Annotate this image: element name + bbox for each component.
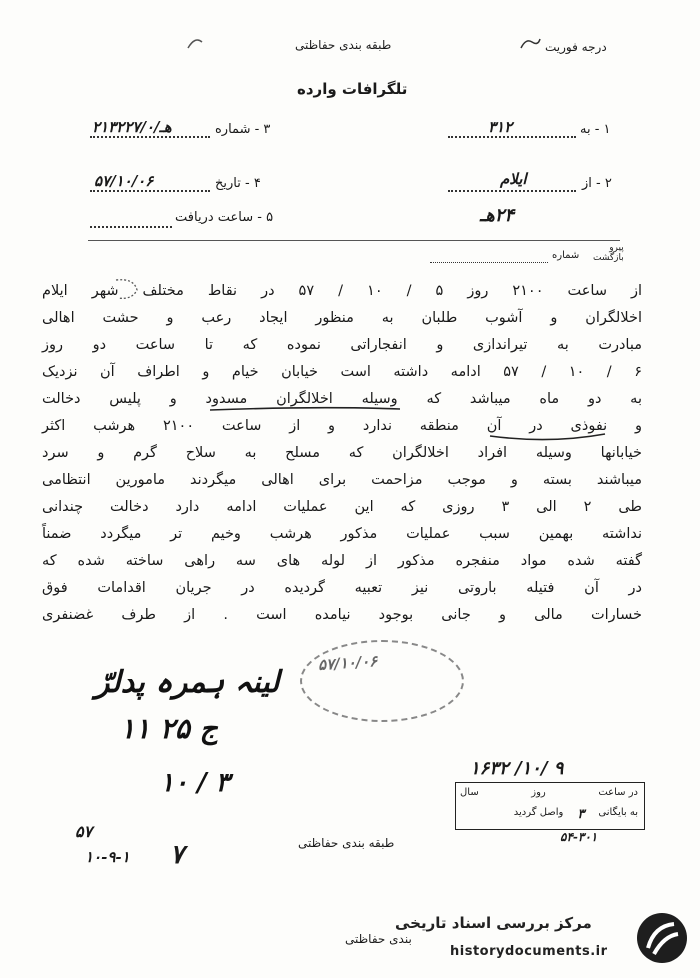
receipt-dotted-line <box>90 226 172 228</box>
watermark-logo-icon <box>634 910 690 966</box>
receipt-row2-b: ۳ <box>577 807 585 822</box>
priority-check-mark <box>518 36 544 58</box>
body-line-4: ۶ / ۱۰ / ۵۷ ادامه داشته است خیابان خیام و اطراف آن نزدیک <box>42 364 642 380</box>
classification-partial: بندی حفاظتی <box>345 932 412 946</box>
number-label: ۳ - شماره <box>215 122 271 137</box>
body-line-11: گفته شده مواد منفجره مذکور از لوله های سه راهی ساخته شده که <box>42 553 642 569</box>
body-line-12: در آن فتیله باروتی نیز تعبیه گردیده در جریان اقدامات فوق <box>42 580 642 596</box>
file-date: ۱۶۳۲ /۱۰/ ۹ <box>470 758 564 779</box>
from-label: ۲ - از <box>582 176 612 191</box>
priority-label: درجه فوریت <box>545 40 607 54</box>
body-line-9: طی ۲ الی ۳ روزی که این عملیات ادامه دارد دخالت چندانی <box>42 499 642 515</box>
reference-number-label: شماره <box>552 250 580 261</box>
date-label: ۴ - تاریخ <box>215 176 261 191</box>
handwritten-note-line2: ۱۱ ج ۲۵ <box>120 712 218 745</box>
body-line-6: و نفوذی در آن منطقه ندارد و از ساعت ۲۱۰۰ هرشب اکثر <box>42 418 642 434</box>
receipt-below-value: ۵۴-۳۰۱ <box>560 830 598 844</box>
corner-mark <box>185 34 205 54</box>
left-note-1: ۵۷ <box>75 822 93 841</box>
start-mark <box>112 276 142 302</box>
body-line-1: از ساعت ۲۱۰۰ روز ۵ / ۱۰ / ۵۷ در نقاط مختلف شهر ایلام <box>42 283 643 299</box>
body-line-3: مبادرت به تیراندازی و انفجاراتی نموده که تا ساعت دو روز <box>42 337 642 353</box>
handwritten-note-line3: ۱۰ / ۳ <box>160 768 230 798</box>
handwritten-note-line1: لینہ ہمرہ پدلرّ <box>95 665 280 700</box>
body-line-5: به دو ماه میباشد که وسیله اخلالگران مسدود و پلیس دخالت <box>42 391 642 407</box>
date-value: ۵۷/۱۰/۰۶ <box>94 172 154 190</box>
body-line-10: نداشته بهمین سبب عملیات مذکور هرشب وخیم تر میگردد ضمناً <box>42 526 642 542</box>
document-title: تلگرافات وارده <box>297 80 408 98</box>
body-line-8: میباشند بسته و موجب مزاحمت برای اهالی میگردند مامورین انتظامی <box>42 472 642 488</box>
receipt-row1-b: روز <box>531 787 546 798</box>
body-line-2: اخلالگران و آشوب طلبان به منظور ایجاد رعب و حشت اهالی <box>42 310 642 326</box>
body-line-13: خسارات مالی و جانی بوجود نیامده است . از طرف غضنفری <box>42 607 642 623</box>
left-note-2: ۱۰-۹-۱ <box>85 848 130 866</box>
body-line-7: خیابانها وسیله افراد اخلالگران که مسلح به سلاح گرم و سرد <box>42 445 642 461</box>
header-separator <box>88 240 620 241</box>
watermark-url: historydocuments.ir <box>450 944 608 959</box>
from-dotted-line <box>448 190 576 192</box>
receipt-row1-a: در ساعت <box>598 787 638 798</box>
from-value: ایلام <box>500 170 527 188</box>
to-dotted-line <box>448 136 576 138</box>
receipt-value: ۲۴هـ <box>480 205 515 226</box>
receipt-label: ۵ - ساعت دریافت <box>175 210 274 225</box>
handwritten-underline <box>200 404 620 444</box>
reference-dotted-line <box>430 262 548 263</box>
stamp-date: ۵۷/۱۰/۰۶ <box>317 651 378 675</box>
reference-block <box>593 243 624 263</box>
to-label: ۱ - به <box>580 122 611 137</box>
receipt-row-1 <box>460 787 638 798</box>
reference-line1: پیرو <box>609 243 624 253</box>
receipt-row-2 <box>460 807 638 822</box>
receipt-row2-a: به بایگانی <box>598 807 638 818</box>
receipt-row2-c: واصل گردید <box>513 807 564 818</box>
receipt-row1-c: سال <box>460 787 479 798</box>
date-dotted-line <box>90 190 210 192</box>
number-dotted-line <box>90 136 210 138</box>
number-value: ۲۱۳۲۲۷/۰/هـ <box>92 118 172 136</box>
classification-top: طبقه بندی حفاظتی <box>295 38 392 52</box>
left-note-3: ۷ <box>170 840 184 870</box>
reference-line2: بازگشت <box>593 253 624 263</box>
watermark-name: مرکز بررسی اسناد تاریخی <box>395 914 592 932</box>
classification-bottom: طبقه بندی حفاظتی <box>298 836 395 850</box>
to-value: ۳۱۲ <box>488 118 513 136</box>
oval-stamp <box>300 640 464 722</box>
receipt-box <box>455 782 645 830</box>
